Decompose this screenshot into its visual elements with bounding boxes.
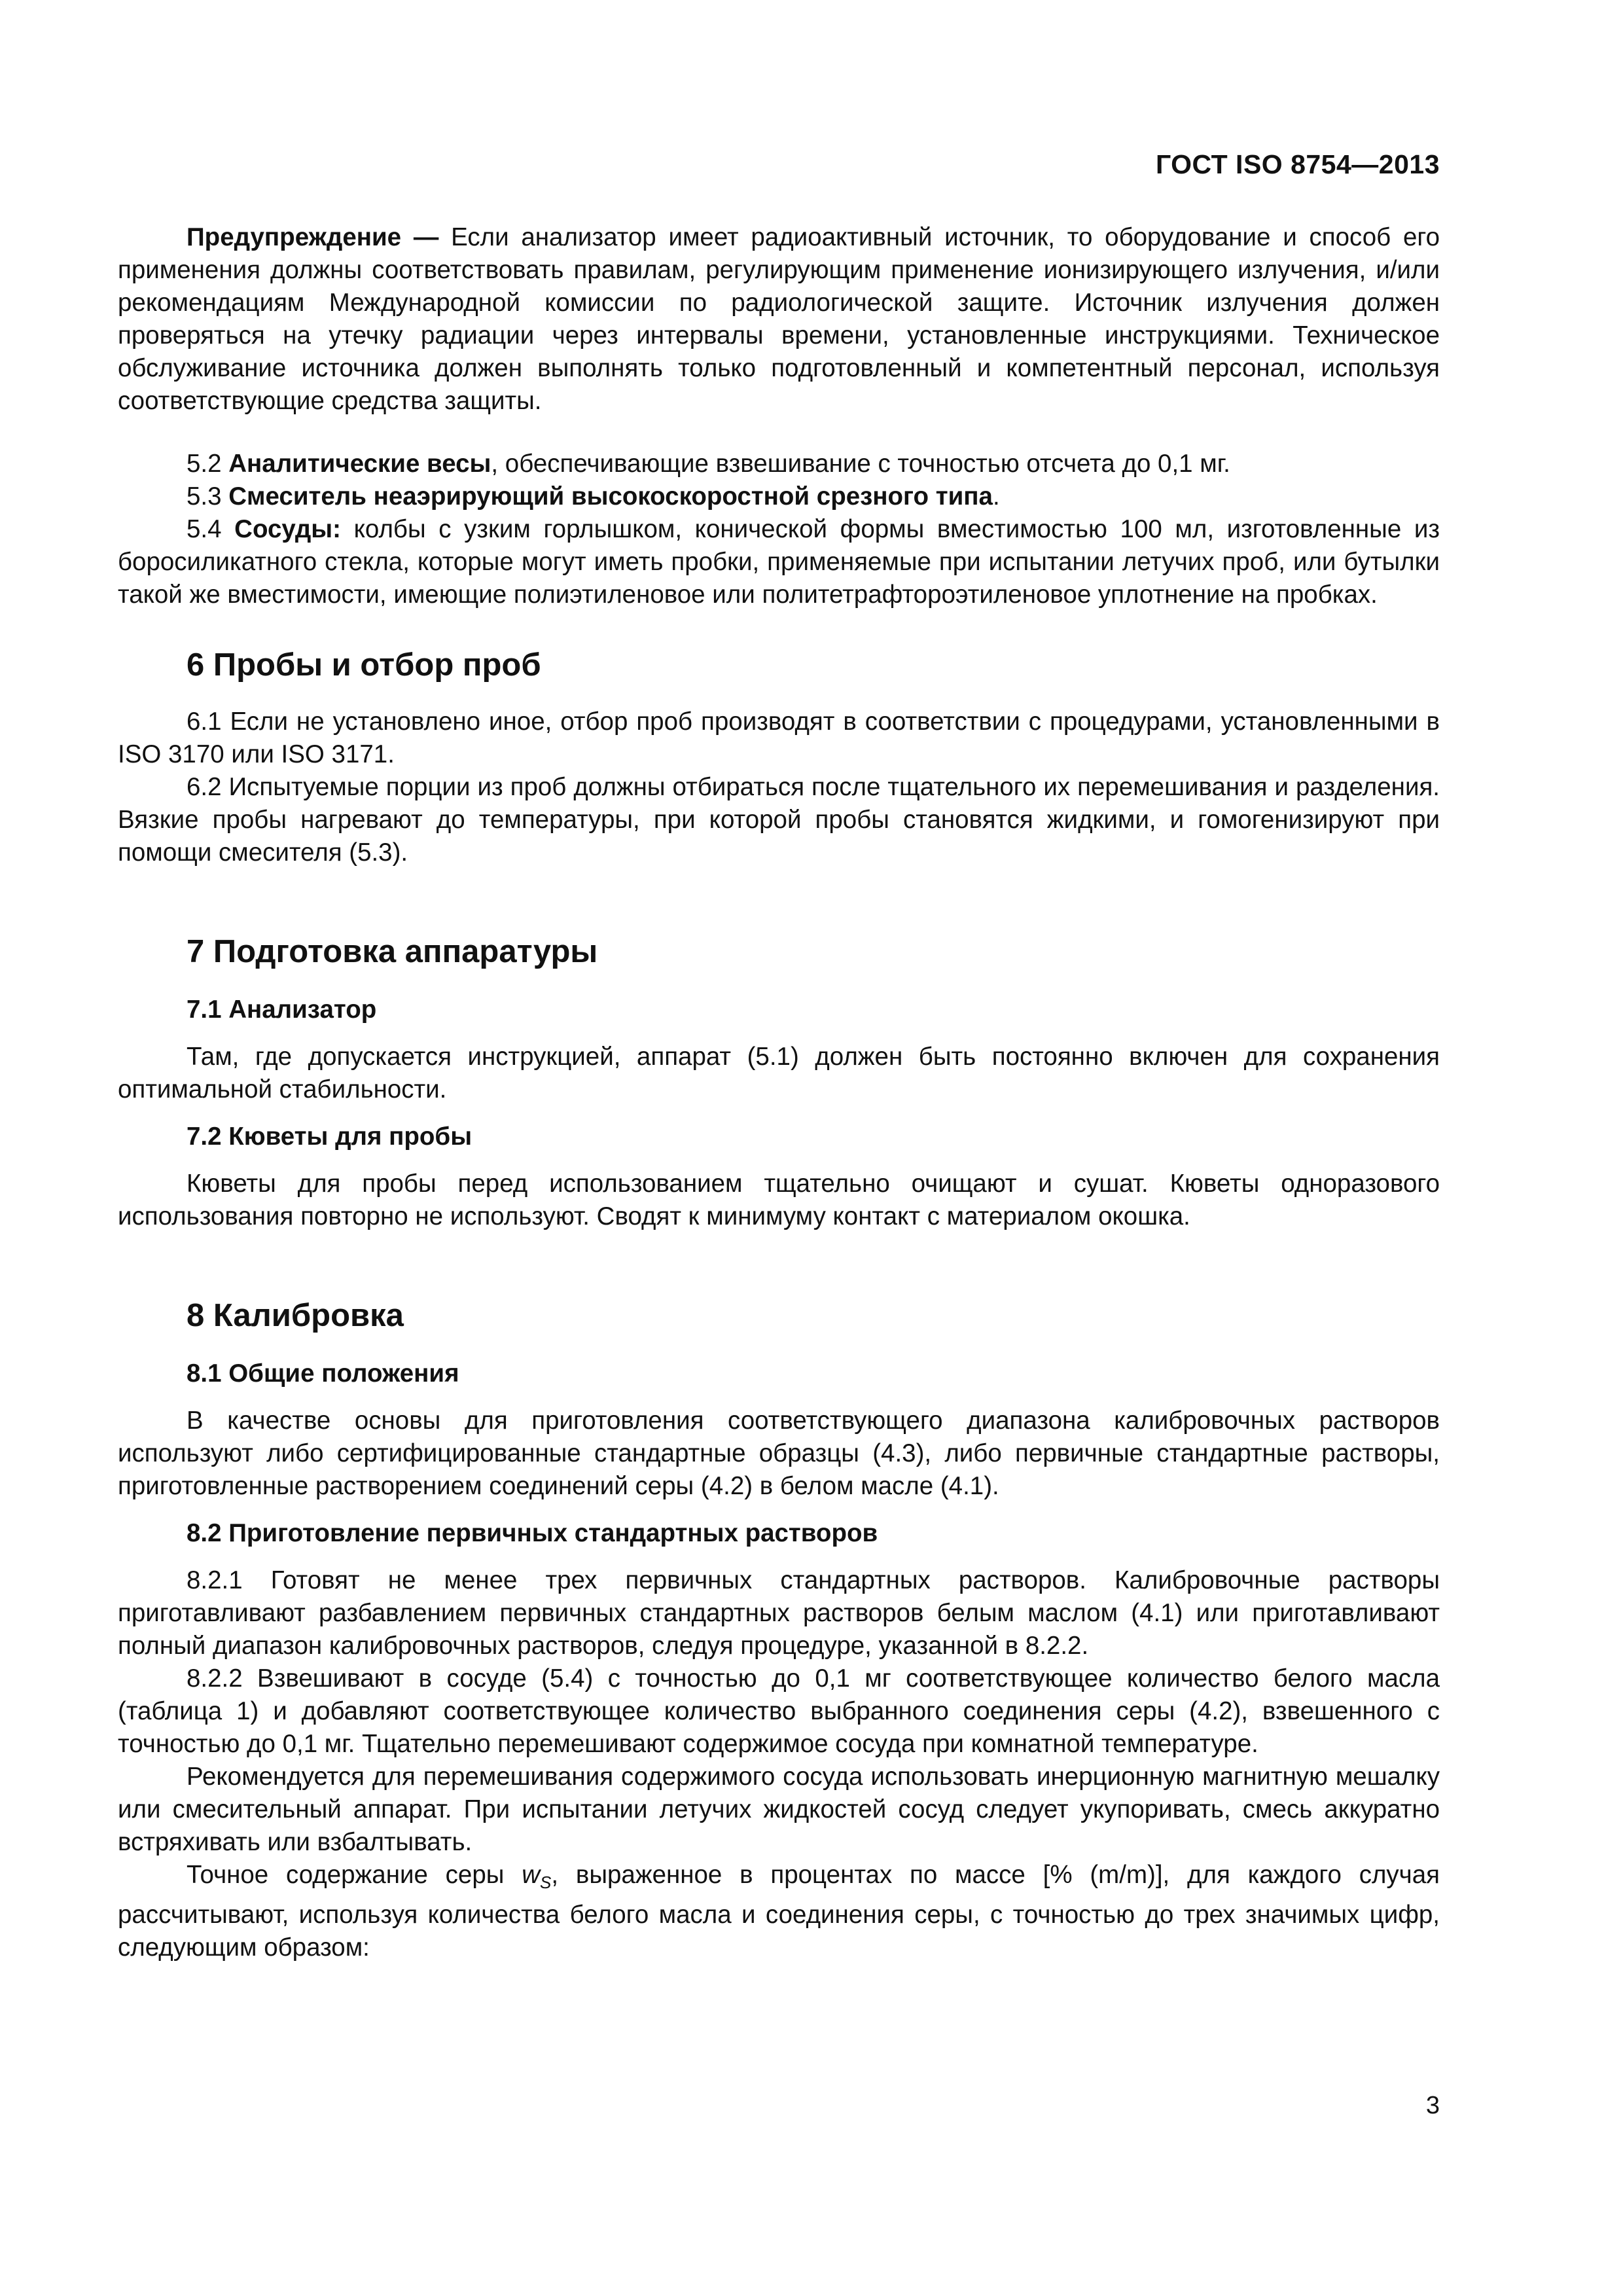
- paragraph-8-1: В качестве основы для приготовления соответствующего диапазона калибровочных растворов используют либо сертифицированные стандартные образцы (4.3), либо первичные стандартные растворы, приготовленные растворением соединений серы (4.2) в белом масле (4.1).: [118, 1407, 1440, 1500]
- section-6-title: 6 Пробы и отбор проб: [187, 647, 541, 683]
- paragraph-exact-content: Точное содержание серы $w_S$, выраженное в процентах по массе [% (m/m)], для каждого случая рассчитывают, используя количества белого масла и соединения серы, с точностью до трех значимых цифр, следующим образом:: [118, 1861, 1440, 1962]
- variable-w: w: [522, 1861, 541, 1889]
- variable-subscript: S: [540, 1873, 552, 1892]
- item-5-3: 5.3 Смеситель неаэрирующий высокоскоростной срезного типа.: [187, 482, 1000, 511]
- item-term: Смеситель неаэрирующий высокоскоростной срезного типа: [228, 482, 993, 511]
- warning-paragraph: [118, 221, 1440, 418]
- warning-text: Если анализатор имеет радиоактивный источник, то оборудование и способ его применения должны соответствовать правилам, регулирующим применение ионизирующего излучения, и/или рекомендациям Международной комиссии по радиологической защите. Источник излучения должен проверяться на утечку радиации через интервалы времени, установленные инструкциями. Техническое обслуживание источника должен выполнять только подготовленный и компетентный персонал, используя соответствующие средства защиты.: [118, 223, 1440, 415]
- document-body: [118, 221, 1440, 1964]
- warning-label: Предупреждение —: [187, 223, 439, 251]
- subsection-8-2-title: 8.2 Приготовление первичных стандартных растворов: [187, 1519, 878, 1547]
- paragraph-6-1: 6.1 Если не установлено иное, отбор проб производят в соответствии с процедурами, установленными в ISO 3170 или ISO 3171.: [118, 708, 1440, 768]
- paragraph-7-2: Кюветы для пробы перед использованием тщательно очищают и сушат. Кюветы одноразового использования повторно не используют. Сводят к минимуму контакт с материалом окошка.: [118, 1170, 1440, 1230]
- item-term: Аналитические весы: [228, 450, 491, 478]
- paragraph-6-2: 6.2 Испытуемые порции из проб должны отбираться после тщательного их перемешивания и разделения. Вязкие пробы нагревают до температуры, при которой пробы становятся жидкими, и гомогенизируют при помощи смесителя (5.3).: [118, 773, 1440, 867]
- item-5-2: 5.2 Аналитические весы, обеспечивающие взвешивание с точностью отсчета до 0,1 мг.: [187, 450, 1230, 478]
- document-header: ГОСТ ISO 8754—2013: [1155, 149, 1440, 179]
- section-7-title: 7 Подготовка аппаратуры: [187, 934, 598, 969]
- item-term: Сосуды:: [234, 515, 341, 543]
- subsection-7-2-title: 7.2 Кюветы для пробы: [187, 1122, 473, 1151]
- subsection-8-1-title: 8.1 Общие положения: [187, 1359, 459, 1388]
- document-page: [118, 0, 1440, 2296]
- page-number: 3: [1425, 2092, 1440, 2119]
- paragraph-8-2-2: 8.2.2 Взвешивают в сосуде (5.4) с точностью до 0,1 мг соответствующее количество белого масла (таблица 1) и добавляют соответствующее количество выбранного соединения серы (4.2), взвешенного с точностью до 0,1 мг. Тщательно перемешивают содержимое сосуда при комнатной температуре.: [118, 1664, 1440, 1758]
- paragraph-7-1: Там, где допускается инструкцией, аппарат (5.1) должен быть постоянно включен для сохранения оптимальной стабильности.: [118, 1043, 1440, 1103]
- paragraph-recommendation: Рекомендуется для перемешивания содержимого сосуда использовать инерционную магнитную мешалку или смесительный аппарат. При испытании летучих жидкостей сосуд следует укупоривать, смесь аккуратно встряхивать или взбалтывать.: [118, 1763, 1440, 1856]
- section-8-title: 8 Калибровка: [187, 1298, 404, 1333]
- subsection-7-1-title: 7.1 Анализатор: [187, 996, 377, 1024]
- paragraph-8-2-1: 8.2.1 Готовят не менее трех первичных стандартных растворов. Калибровочные растворы приготавливают разбавлением первичных стандартных растворов белым маслом (4.1) или приготавливают полный диапазон калибровочных растворов, следуя процедуре, указанной в 8.2.2.: [118, 1566, 1440, 1660]
- item-5-4: 5.4 Сосуды: колбы с узким горлышком, конической формы вместимостью 100 мл, изготовленные из боросиликатного стекла, которые могут иметь пробки, применяемые при испытании летучих проб, или бутылки такой же вместимости, имеющие полиэтиленовое или политетрафтороэтиленовое уплотнение на пробках.: [118, 515, 1440, 609]
